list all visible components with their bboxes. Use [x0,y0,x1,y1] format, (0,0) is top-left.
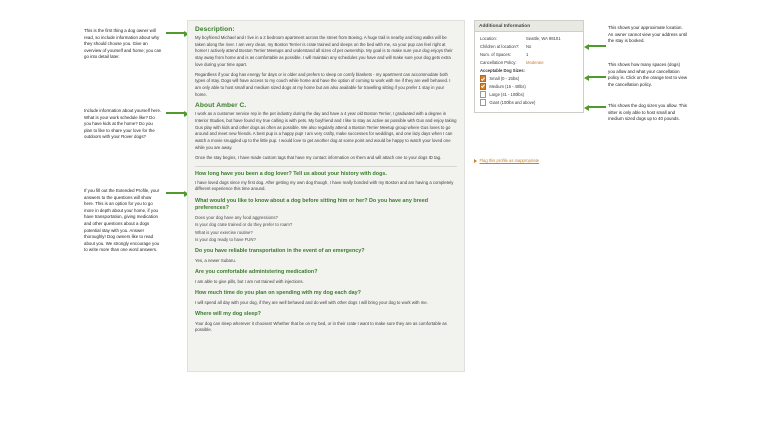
size-label-medium: Medium (16 - 40lbs) [489,83,526,89]
description-paragraph-1: My boyfriend Michael and I live in a 2 bedroom apartment across the street from Boeing. A huge trail is nearby and long walks will be taken along the river. I am very clean, my Boston Terrier is crate trained and sleeps on the bed with me, so your pup can feel right at home! I actively attend Boston Terrier Meetups and understand all sizes of pet ownership. My goal is to make sure your dog enjoys their stay away from home and is as comfortable as possible. I will maintain any schedules you have and will make sure your dog gets extra love during your time apart. [195,35,453,67]
answer-sleeping-arrangements: Your dog can sleep wherever it chooses! Whether that be on my bed, or in their crate I want to make sure they are as comfortable as possible. [195,320,447,333]
description-paragraph-2: Regardless if your dog has energy for days or is older and prefers to sleep on comfy blankets - my apartment can accommodate both types of stay. Dogs will have access to my couch while home and have the option of coming to work with me if they are well behaved. I am only able to host small and medium sized dogs at my home but am also available for travelling sitting if you prefer 1 stay in your home. [195,71,451,97]
answer-breed-sub-4: Is your dog ready to have FUN? [195,237,256,243]
question-sleeping-arrangements: Where will my dog sleep? [195,311,261,318]
size-option-large[interactable] [480,91,578,97]
info-label-spaces: Num. of Spaces: [480,51,511,57]
additional-information-title: Additional Information [475,21,583,32]
info-value-children: No [526,43,532,49]
question-time-spent: How much time do you plan on spending with my dog each day? [195,290,361,297]
question-dog-history: How long have you been a dog lover? Tell us about your history with dogs. [195,170,387,177]
arrow-to-spaces [589,76,606,78]
arrow-to-description [166,32,184,34]
info-row-location [480,36,578,41]
arrow-to-location [589,45,606,47]
answer-breed-sub-3: What is your exercise routine? [195,229,253,235]
arrow-to-about [166,112,184,114]
info-label-location: Location: [480,36,497,41]
question-medication: Are you comfortable administering medication? [195,269,318,276]
arrow-to-extended-profile [166,192,184,194]
info-value-location: Seattle, WA 98101 [526,36,561,41]
arrow-to-dog-sizes [589,106,606,108]
size-label-large: Large (41 - 100lbs) [489,91,524,97]
size-label-small: Small (0 - 15lbs) [489,76,520,81]
annotation-location-note: This shows your approximate location. An owner cannot view your address until the stay is booked. [608,25,687,44]
size-option-giant[interactable] [480,99,578,105]
answer-time-spent: I will spend all day with your dog, if they are well behaved and do well with other dogs I will bring your dog to work with me. [195,299,428,305]
cancellation-policy-link[interactable]: Moderate [526,59,544,65]
size-option-medium[interactable] [480,83,578,89]
checkbox-small-icon[interactable] [480,75,486,81]
flag-profile-label: Flag this profile as inappropriate [479,158,540,163]
annotation-spaces-note: This shows how many spaces (dogs) you allow and what your cancellation policy is. Click on the orange text to view the cancellation policy. [608,62,688,87]
checkbox-large-icon[interactable] [480,91,486,97]
answer-dog-history: I have loved dogs since my first dog. After getting my own dog though, I have really bonded with my Boston and am having a completely different experience this time around. [195,179,454,192]
about-paragraph-1: I work as a customer service rep in the pet industry during the day and have a 4 year old Boston Terrier, I graduated with a degree in Interior Studies, but have found my true calling is with pets. My boyfriend and I like to stay as active as possible with Gus and enjoy taking Gus play with kids and other dogs as often as possible. We also regularly attend a Boston Terrier Meetup group where Gus loves to go around and meet new friends. A best pup is a happy pup! I am very crafty, make successes for weddings, and one lazy days when I can watch a movie snuggled up to the little pup. I would love to get another dog at some point and would be happy to watch your loved one while you are away. [195,111,457,150]
answer-breed-sub-2: Is your dog crate trained or do they prefer to roam? [195,222,293,228]
answer-medication: I am able to give pills, but I am not trained with injections. [195,278,304,284]
annotation-sizes-note: This shows the dog sizes you allow. This sitter is only able to host small and medium sized dogs up to 40 pounds. [608,103,687,122]
annotation-intro-note: This is the first thing a dog owner will read, so include information about why they should choose you. Give an overview of yourself and home; you can go into detail later. [84,28,162,60]
checkbox-medium-icon[interactable] [480,83,486,89]
info-label-children: Children at location?: [480,43,520,49]
additional-information-panel [474,20,584,113]
description-heading: Description: [195,26,235,33]
about-paragraph-2: Once the stay begins, I have made custom tags that have my contact information on them and will attach one to your dogs ID tag. [195,154,442,160]
size-label-giant: Giant (100lbs and above) [489,99,536,105]
info-row-children [480,44,578,49]
sitter-profile-panel [187,20,465,372]
answer-transportation: Yes, a newer Subaru. [195,257,236,263]
flag-profile-link[interactable] [474,158,539,163]
acceptable-dog-sizes-title: Acceptable Dog Sizes: [480,68,525,74]
info-row-cancellation-policy [480,60,578,65]
question-transportation: Do you have reliable transportation in the event of an emergency? [195,248,365,255]
section-divider [195,166,457,167]
info-row-spaces [480,52,578,57]
answer-breed-sub-1: Does your dog have any food aggressions? [195,214,278,220]
flag-icon [474,159,477,163]
info-label-cancellation-policy: Cancellation Policy: [480,59,517,65]
checkbox-giant-icon[interactable] [480,99,486,105]
annotation-extended-profile-note: If you fill out the Extended Profile, your answers to the questions will show here. This is an option for you to go more in depth about your home, if you have transportation, giving medication and other questions about a dogs potential stay with you. Answer thoroughly! Dog owners like to read about you. We strongly encourage you to write more than one word answers. [84,188,160,253]
about-heading: About Amber C. [195,102,247,110]
annotation-home-note: Include information about yourself here. What is your work schedule like? Do you have kids at the home? Do you plan to like to share your love for the outdoors with your Rover dogs? [84,108,162,140]
info-value-spaces: 1 [526,51,529,57]
size-option-small[interactable] [480,75,578,81]
question-breed-preferences: What would you like to know about a dog before sitting him or her? Do you have any breed preferences? [195,198,429,212]
